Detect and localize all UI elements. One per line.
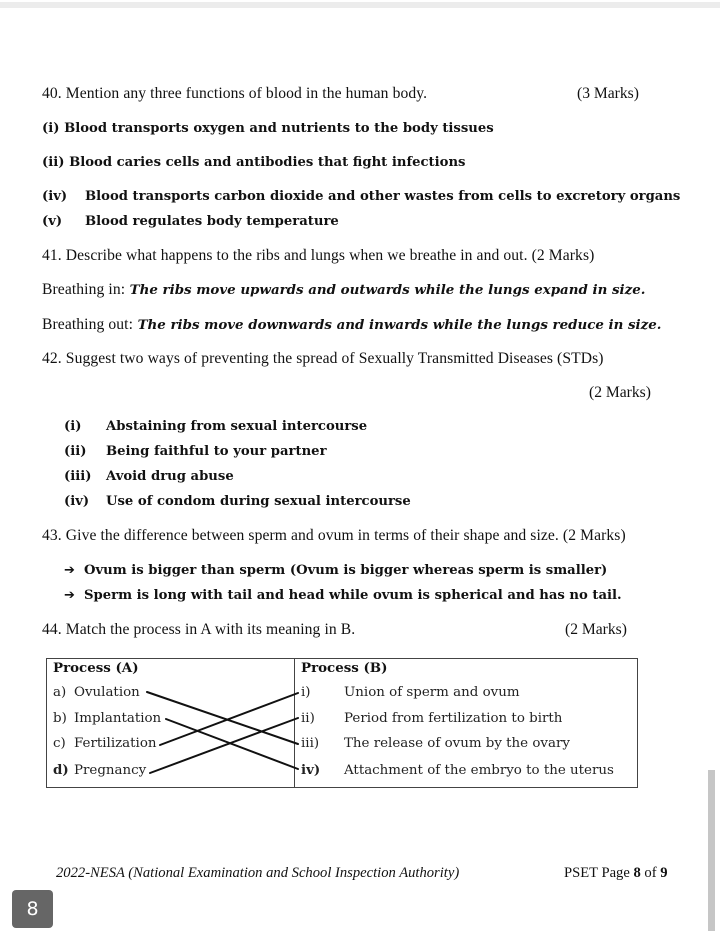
question-41: 41. Describe what happens to the ribs and lungs when we breathe in and out. (2 Marks)	[42, 247, 595, 264]
breathing-in-answer: The ribs move upwards and outwards while the lungs expand in size.	[129, 282, 646, 298]
column-b-row-2	[301, 710, 562, 728]
question-42: 42. Suggest two ways of preventing the spread of Sexually Transmitted Diseases (STDs)	[42, 350, 604, 367]
row-text: Implantation	[74, 711, 162, 726]
answer-text: Avoid drug abuse	[106, 469, 234, 484]
answer-text: Being faithful to your partner	[106, 444, 327, 459]
row-label: a)	[53, 685, 67, 700]
page-number-badge: 8	[12, 890, 53, 928]
column-a-row-4	[53, 761, 146, 780]
row-text: Period from fertilization to birth	[344, 711, 563, 726]
q40-answer-4	[42, 213, 339, 231]
question-42-marks: (2 Marks)	[589, 384, 651, 401]
q41-breathing-out	[42, 316, 661, 334]
question-40: 40. Mention any three functions of blood in the human body.	[42, 85, 428, 102]
question-44: 44. Match the process in A with its meaning in B.	[42, 621, 356, 638]
q42-answer-1	[64, 418, 367, 436]
row-label: iii)	[301, 736, 320, 751]
q43-answer-2	[64, 587, 622, 605]
question-40-marks: (3 Marks)	[577, 85, 639, 102]
q42-answer-3	[64, 468, 234, 486]
column-b-row-3	[301, 735, 570, 753]
q40-answer-3	[42, 188, 680, 206]
answer-text: Abstaining from sexual intercourse	[106, 419, 368, 434]
q43-answer-1	[64, 562, 607, 580]
answer-label: (v)	[42, 214, 63, 229]
footer-authority: 2022-NESA (National Examination and School Inspection Authority)	[56, 865, 460, 881]
answer-label: (iv)	[64, 494, 90, 509]
arrow-right-icon: ➔	[64, 563, 75, 578]
row-label: b)	[53, 711, 67, 726]
answer-label: (i)	[42, 121, 60, 136]
vertical-scrollbar[interactable]	[708, 770, 715, 931]
answer-label: (ii)	[42, 155, 65, 170]
q42-answer-4	[64, 493, 411, 511]
column-a-row-3	[53, 735, 157, 753]
answer-label: (ii)	[64, 444, 87, 459]
row-text: The release of ovum by the ovary	[344, 736, 570, 751]
row-label: ii)	[301, 711, 315, 726]
footer-of: of	[640, 865, 661, 881]
answer-text: Blood transports oxygen and nutrients to the body tissues	[64, 121, 494, 136]
q41-breathing-in	[42, 281, 645, 299]
arrow-right-icon: ➔	[64, 588, 75, 603]
row-text: Union of sperm and ovum	[344, 685, 520, 700]
column-b-row-4	[301, 761, 614, 780]
row-label: iv)	[301, 762, 321, 778]
footer-page-info	[564, 865, 668, 882]
breathing-out-label: Breathing out:	[42, 316, 134, 333]
row-text: Ovulation	[74, 685, 140, 700]
column-b-row-1	[301, 684, 520, 702]
footer-page-total: 9	[660, 865, 668, 881]
answer-label: (i)	[64, 419, 82, 434]
row-text: Pregnancy	[74, 763, 147, 778]
answer-text: Use of condom during sexual intercourse	[106, 494, 411, 509]
row-text: Attachment of the embryo to the uterus	[344, 763, 614, 778]
answer-text: Blood caries cells and antibodies that fight infections	[69, 155, 466, 170]
answer-text: Blood regulates body temperature	[85, 214, 339, 229]
column-a-row-1	[53, 684, 140, 702]
q42-answer-2	[64, 443, 327, 461]
question-44-marks: (2 Marks)	[565, 621, 627, 638]
matching-table-divider	[294, 658, 295, 788]
question-43: 43. Give the difference between sperm and ovum in terms of their shape and size. (2 Marks)	[42, 527, 626, 544]
column-a-header: Process (A)	[53, 660, 139, 676]
breathing-in-label: Breathing in:	[42, 281, 126, 298]
answer-text: Blood transports carbon dioxide and other wastes from cells to excretory organs	[85, 189, 681, 204]
breathing-out-answer: The ribs move downwards and inwards while the lungs reduce in size.	[137, 317, 662, 333]
row-text: Fertilization	[74, 736, 157, 751]
row-label: c)	[53, 736, 66, 751]
row-label: i)	[301, 685, 311, 700]
footer-page-prefix: PSET Page	[564, 865, 634, 881]
answer-text: Ovum is bigger than sperm (Ovum is bigger whereas sperm is smaller)	[84, 563, 608, 578]
footer-page-number: 8	[633, 865, 641, 881]
q40-answer-1	[42, 120, 494, 138]
answer-text: Sperm is long with tail and head while ovum is spherical and has no tail.	[84, 588, 622, 603]
answer-label: (iii)	[64, 469, 92, 484]
q40-answer-2	[42, 154, 465, 172]
row-label: d)	[53, 762, 69, 778]
answer-label: (iv)	[42, 189, 68, 204]
column-a-row-2	[53, 710, 161, 728]
column-b-header: Process (B)	[301, 660, 388, 676]
